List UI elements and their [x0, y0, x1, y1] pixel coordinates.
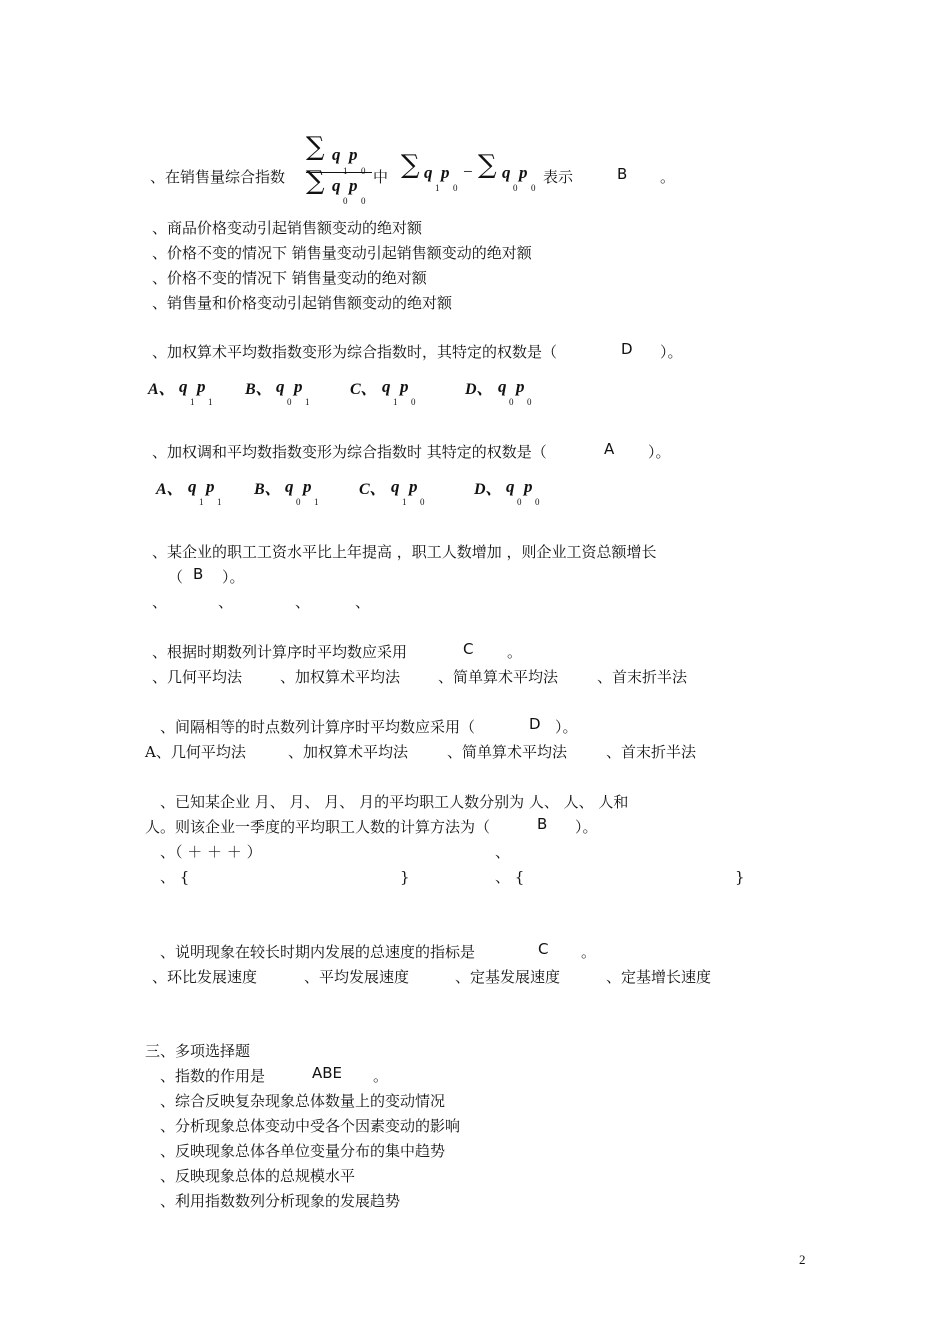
- q7-option-d-close: }: [735, 868, 745, 886]
- q7-option-c-close: }: [400, 868, 410, 886]
- q8-option-d: 、定基增长速度: [606, 968, 712, 986]
- q5-end: 。: [507, 643, 523, 661]
- sigma-symbol: ∑: [401, 150, 420, 180]
- q5-option-c: 、简单算术平均法: [438, 668, 559, 686]
- s3-q1-option-a: 、综合反映复杂现象总体数量上的变动情况: [160, 1092, 446, 1110]
- q1-after: 表示: [543, 168, 574, 186]
- s3-q1-end: 。: [373, 1067, 389, 1085]
- q1-option-d: 、销售量和价格变动引起销售额变动的绝对额: [152, 294, 453, 312]
- q8-end: 。: [581, 943, 597, 961]
- q1-end: 。: [660, 168, 676, 186]
- q6-option-d: 、首末折半法: [606, 743, 697, 761]
- q2-answer: D: [621, 340, 633, 358]
- sigma-symbol: ∑: [478, 150, 497, 180]
- q7-line2: 人。则该企业一季度的平均职工人数的计算方法为（: [145, 818, 491, 836]
- q6-end: ）。: [555, 718, 578, 736]
- q4-option-c: 、: [295, 593, 311, 611]
- q3-stem: 、加权调和平均数指数变形为综合指数时 其特定的权数是（: [152, 443, 547, 461]
- q1-option-b: 、价格不变的情况下 销售量变动引起销售额变动的绝对额: [152, 244, 532, 262]
- q4-answer: B: [193, 565, 204, 583]
- q2-option-a-label: A、: [148, 381, 175, 398]
- q7-option-a: 、（ ＋ ＋ ＋ ）: [160, 843, 262, 861]
- s3-q1-answer: ABE: [312, 1064, 343, 1082]
- q2-stem: 、加权算术平均数指数变形为综合指数时，其特定的权数是（: [152, 343, 558, 361]
- q3-option-c-label: C、: [359, 481, 386, 498]
- q4-end: ）。: [222, 568, 245, 586]
- q3-end: ）。: [648, 443, 671, 461]
- q2-option-c-label: C、: [350, 381, 377, 398]
- q6-option-b: 、加权算术平均法: [288, 743, 409, 761]
- q6-answer: D: [529, 715, 541, 733]
- q4-paren-open: （: [168, 568, 184, 586]
- q1-option-a: 、商品价格变动引起销售额变动的绝对额: [152, 219, 423, 237]
- s3-q1-option-d: 、反映现象总体的总规模水平: [160, 1167, 356, 1185]
- q3-answer: A: [604, 440, 615, 458]
- q3-option-d-label: D、: [474, 481, 502, 498]
- q7-answer: B: [537, 815, 548, 833]
- page-number: 2: [799, 1252, 806, 1267]
- q7-option-b: 、: [495, 843, 511, 861]
- q7-option-d-open: 、 {: [495, 868, 525, 886]
- q2-option-d-label: D、: [465, 381, 493, 398]
- s3-q1-option-b: 、分析现象总体变动中受各个因素变动的影响: [160, 1117, 461, 1135]
- q2-end: ）。: [660, 343, 683, 361]
- q8-option-a: 、环比发展速度: [152, 968, 258, 986]
- sigma-symbol: ∑: [306, 166, 325, 196]
- q2-option-b-label: B、: [245, 381, 272, 398]
- q1-mid: 中: [373, 168, 389, 186]
- q4-option-b: 、: [218, 593, 234, 611]
- q5-option-b: 、加权算术平均法: [280, 668, 401, 686]
- sigma-symbol: ∑: [306, 132, 325, 162]
- q8-option-c: 、定基发展速度: [455, 968, 561, 986]
- q5-answer: C: [463, 640, 474, 658]
- q4-stem: 、某企业的职工工资水平比上年提高 ，职工人数增加 ，则企业工资总额增长: [152, 543, 657, 561]
- q1-stem: 、在销售量综合指数: [150, 168, 286, 186]
- q4-option-a: 、: [152, 593, 168, 611]
- q1-option-c: 、价格不变的情况下 销售量变动的绝对额: [152, 269, 427, 287]
- q6-option-c: 、简单算术平均法: [447, 743, 568, 761]
- q7-line1: 、已知某企业 月、 月、 月、 月的平均职工人数分别为 人、 人、 人和: [160, 793, 629, 811]
- s3-q1-option-e: 、利用指数数列分析现象的发展趋势: [160, 1192, 401, 1210]
- q6-stem: 、间隔相等的时点数列计算序时平均数应采用（: [160, 718, 476, 736]
- section3-title: 三、多项选择题: [145, 1042, 251, 1060]
- q5-option-a: 、几何平均法: [152, 668, 243, 686]
- q3-option-a-label: A、: [156, 481, 183, 498]
- q6-option-a: A、几何平均法: [145, 743, 246, 761]
- s3-q1-option-c: 、反映现象总体各单位变量分布的集中趋势: [160, 1142, 446, 1160]
- q7-end: ）。: [575, 818, 598, 836]
- q8-option-b: 、平均发展速度: [304, 968, 410, 986]
- q8-stem: 、说明现象在较长时期内发展的总速度的指标是: [160, 943, 476, 961]
- s3-q1-stem: 、指数的作用是: [160, 1067, 266, 1085]
- q4-option-d: 、: [355, 593, 371, 611]
- q7-option-c-open: 、 {: [160, 868, 190, 886]
- q8-answer: C: [538, 940, 549, 958]
- q1-answer: B: [617, 165, 628, 183]
- q5-stem: 、根据时期数列计算序时平均数应采用: [152, 643, 408, 661]
- q5-option-d: 、首末折半法: [597, 668, 688, 686]
- q3-option-b-label: B、: [254, 481, 281, 498]
